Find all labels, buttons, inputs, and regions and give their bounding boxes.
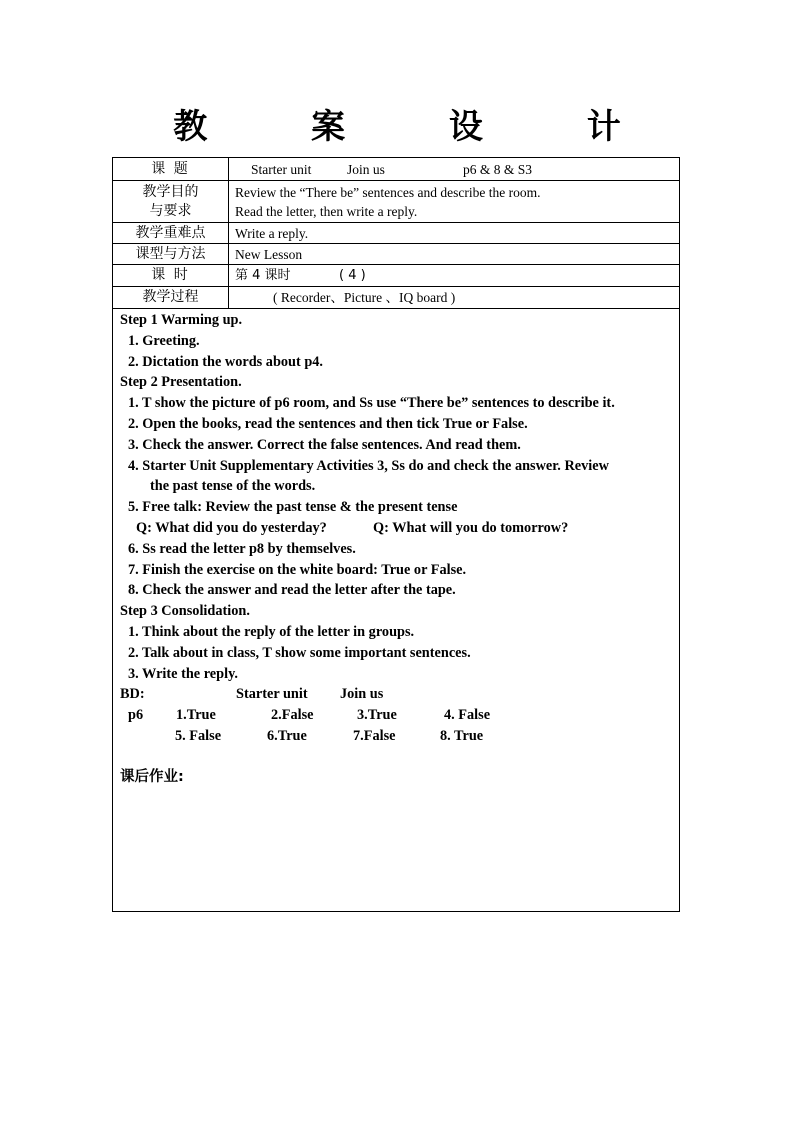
list-item: 1. Think about the reply of the letter in groups.: [128, 623, 415, 640]
list-item: 8. Check the answer and read the letter after the tape.: [128, 582, 456, 599]
bd-answer: 3.True: [357, 707, 397, 724]
topic-label: 课 题: [113, 158, 229, 180]
free-talk-questions: [120, 518, 673, 539]
homework-label: 课后作业:: [120, 769, 184, 785]
bd-answer: 1.True: [176, 707, 216, 724]
list-item-continuation: the past tense of the words.: [150, 478, 316, 495]
bd-answer: 4. False: [444, 707, 491, 724]
bd-answer: 2.False: [271, 707, 314, 724]
objective-line-1: Review the “There be” sentences and describe the room.: [235, 184, 541, 200]
period-row: [113, 265, 679, 287]
list-item: 2. Open the books, read the sentences and then tick True or False.: [128, 415, 528, 432]
list-item: 1. Greeting.: [128, 332, 200, 349]
list-item: 2. Dictation the words about p4.: [128, 353, 324, 370]
key-points-value: Write a reply.: [235, 225, 309, 241]
topic-pages: p6 & 8 & S3: [463, 161, 533, 177]
list-item: 3. Write the reply.: [128, 665, 238, 682]
objective-line-2: Read the letter, then write a reply.: [235, 203, 418, 219]
list-item: 3. Check the answer. Correct the false sentences. And read them.: [128, 436, 521, 453]
topic-unit: Starter unit: [251, 161, 312, 177]
bd-unit: Starter unit: [236, 686, 308, 703]
process-value: ( Recorder、Picture 、IQ board ): [273, 290, 456, 305]
list-item: 1. T show the picture of p6 room, and Ss use “There be” sentences to describe it.: [128, 395, 615, 412]
bd-lesson: Join us: [340, 686, 384, 703]
teaching-process: [120, 310, 673, 747]
lesson-type-row: [113, 244, 679, 265]
list-item: 4. Starter Unit Supplementary Activities 3, Ss do and check the answer. Review: [128, 457, 609, 474]
bd-answer: 8. True: [440, 727, 484, 744]
list-item: 7. Finish the exercise on the white board: True or False.: [128, 561, 467, 578]
bd-answers-row-2: [120, 726, 673, 747]
step-2-title: Step 2 Presentation.: [120, 374, 242, 391]
period-label: 课 时: [113, 265, 229, 286]
process-row: [113, 287, 679, 309]
step-3-title: Step 3 Consolidation.: [120, 603, 250, 620]
lesson-type-value: New Lesson: [235, 246, 303, 262]
lesson-plan-table: [112, 157, 680, 912]
step-1-title: Step 1 Warming up.: [120, 312, 243, 328]
objectives-row: [113, 181, 679, 223]
question-2: Q: What will you do tomorrow?: [373, 519, 569, 536]
bd-header: [120, 684, 673, 705]
lesson-type-label: 课型与方法: [113, 244, 229, 264]
bd-label: BD:: [120, 686, 145, 703]
topic-row: [113, 158, 679, 181]
list-item: 5. Free talk: Review the past tense & the present tense: [128, 499, 458, 516]
period-value: 第 4 课时: [235, 268, 291, 283]
period-number: ( 4 ): [339, 268, 366, 283]
bd-answer: 6.True: [267, 727, 307, 744]
objectives-label: 教学目的 与要求: [113, 181, 229, 222]
key-points-row: [113, 223, 679, 244]
list-item: 2. Talk about in class, T show some important sentences.: [128, 644, 471, 661]
bd-answers-row-1: [120, 705, 673, 726]
process-label: 教学过程: [113, 287, 229, 308]
question-1: Q: What did you do yesterday?: [136, 519, 327, 536]
key-points-label: 教学重难点: [113, 223, 229, 243]
bd-answer: 7.False: [353, 727, 396, 744]
list-item: 6. Ss read the letter p8 by themselves.: [128, 540, 356, 557]
page-title: 教 案 设 计: [173, 107, 667, 147]
bd-page: p6: [128, 707, 144, 724]
bd-answer: 5. False: [175, 727, 222, 744]
topic-lesson: Join us: [347, 161, 385, 177]
